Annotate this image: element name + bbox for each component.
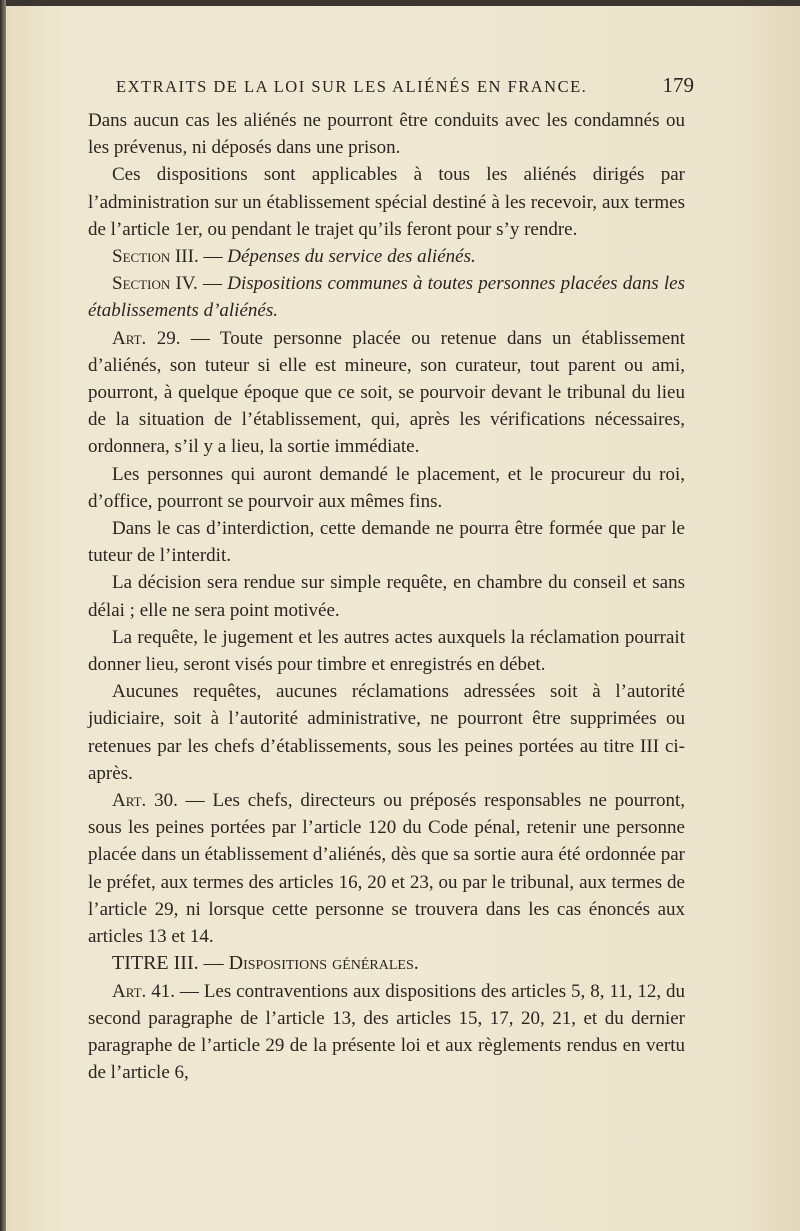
- scan-left-edge: [0, 0, 6, 1231]
- article-label: Art. 29.: [112, 327, 181, 349]
- title-label: TITRE III.: [112, 952, 199, 975]
- page-header: [116, 73, 694, 103]
- section-separator: —: [197, 273, 228, 295]
- paragraph: Aucunes requêtes, aucunes réclamations adressées soit à l’autorité judiciaire, soit à l’autorité administrative, ne pourront être supprimées ou retenues par les chefs d’établissements, sous les peines portées au titre III ci-après.: [88, 681, 685, 784]
- section-label: Section IV.: [112, 273, 198, 295]
- article-text: — Toute personne placée ou retenue dans un établissement d’aliénés, son tuteur si elle est mineure, son curateur, tout parent ou ami, pourront, à quelque époque que ce soit, se pourvoir devant le tribunal du lieu de la situation de l’établissement, qui, après les vérifications nécessaires, ordonnera, s’il y a lieu, la sortie immédiate.: [88, 327, 685, 458]
- scan-top-edge: [0, 0, 800, 6]
- paragraph: Dans aucun cas les aliénés ne pourront être conduits avec les condamnés ou les prévenus, ni déposés dans une prison.: [88, 110, 685, 159]
- article-label: Art. 30.: [112, 790, 178, 812]
- paragraph: Les personnes qui auront demandé le placement, et le procureur du roi, d’office, pourront se pourvoir aux mêmes fins.: [88, 463, 685, 512]
- page-number: 179: [662, 73, 694, 97]
- title-heading: [88, 950, 685, 977]
- section-heading: [88, 270, 685, 324]
- article-label: Art. 41.: [112, 980, 175, 1002]
- body-text: [88, 107, 685, 1086]
- article-text: — Les contraventions aux dispositions des articles 5, 8, 11, 12, du second paragraphe de l’article 13, des articles 15, 17, 20, 21, et du dernier paragraphe de l’article 29 de la présente loi et aux règlements rendus en vertu de l’article 6,: [88, 980, 686, 1084]
- paragraph: Dans le cas d’interdiction, cette demande ne pourra être formée que par le tuteur de l’interdit.: [88, 518, 685, 567]
- paragraph: La requête, le jugement et les autres actes auxquels la réclamation pourrait donner lieu, seront visés pour timbre et enregistrés en débet.: [88, 626, 685, 676]
- section-label: Section III.: [112, 246, 199, 268]
- section-heading: [88, 243, 685, 270]
- paragraph: Ces dispositions sont applicables à tous les aliénés dirigés par l’administration sur un établissement spécial destiné à les recevoir, aux termes de l’article 1er, ou pendant le trajet qu’ils feront pour s’y rendre.: [88, 164, 685, 240]
- article-paragraph: [88, 787, 685, 950]
- title-separator: —: [198, 952, 229, 975]
- section-separator: —: [198, 246, 228, 268]
- title-text: Dispositions générales.: [228, 952, 419, 975]
- section-title: Dispositions communes à toutes personnes placées dans les établissements d’aliénés.: [88, 273, 686, 322]
- paragraph: La décision sera rendue sur simple requête, en chambre du conseil et sans délai ; elle ne sera point motivée.: [88, 572, 685, 621]
- article-paragraph: [88, 325, 685, 461]
- article-paragraph: [88, 978, 685, 1087]
- running-head: EXTRAITS DE LA LOI SUR LES ALIÉNÉS EN FRANCE.: [116, 77, 588, 96]
- article-text: — Les chefs, directeurs ou préposés responsables ne pourront, sous les peines portées par l’article 120 du Code pénal, retenir une personne placée dans un établissement d’aliénés, dès que sa sortie aura été ordonnée par le préfet, aux termes des articles 16, 20 et 23, ou par le tribunal, aux termes de l’article 29, ni lorsque cette personne se trouvera dans les cas énoncés aux articles 13 et 14.: [88, 790, 685, 948]
- section-title: Dépenses du service des aliénés.: [227, 246, 476, 268]
